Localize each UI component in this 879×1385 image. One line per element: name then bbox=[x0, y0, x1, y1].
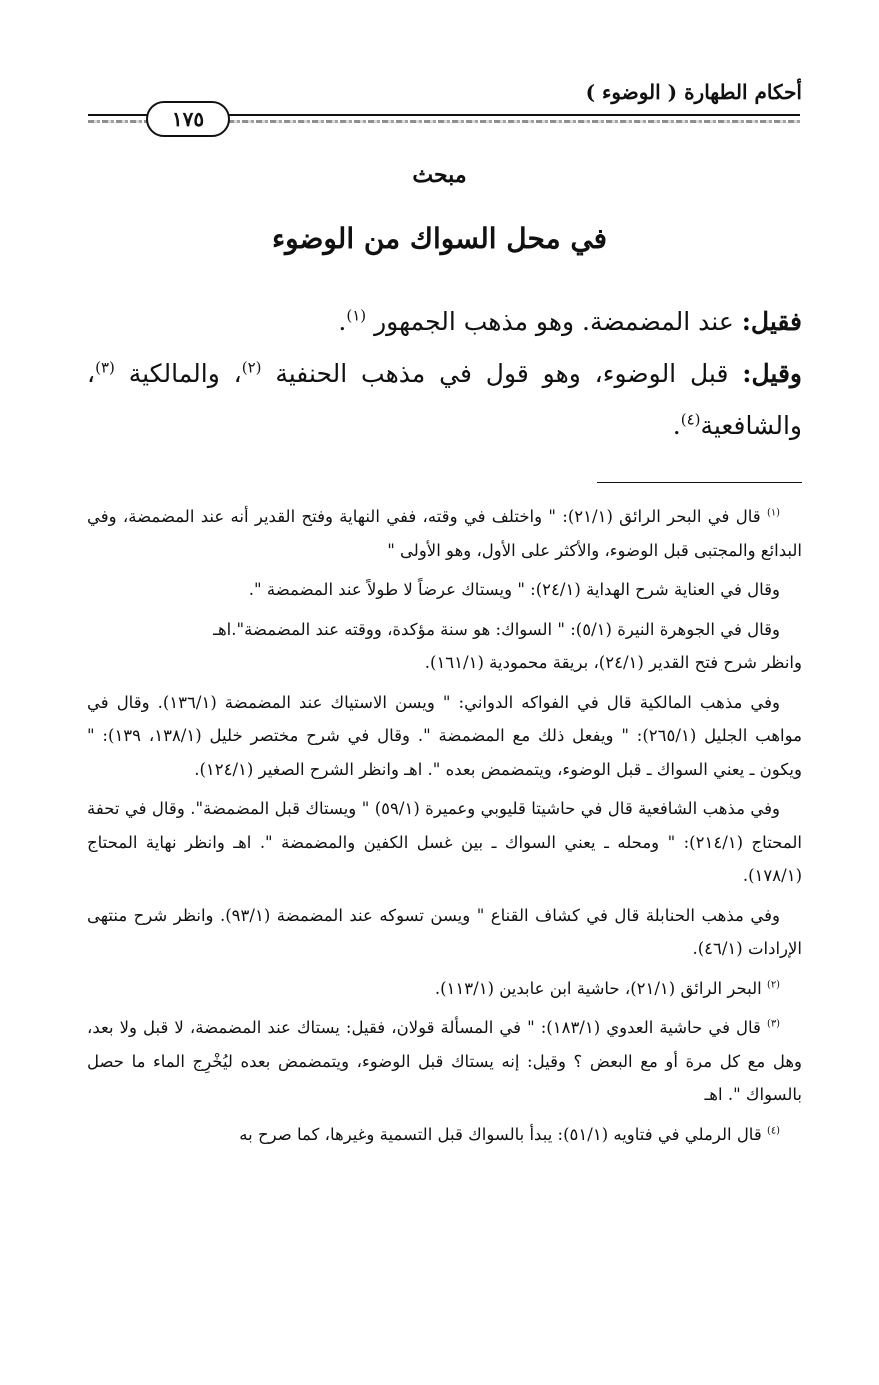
section-label: مبحث bbox=[412, 162, 467, 188]
main-text bbox=[87, 296, 802, 452]
main-paragraph bbox=[87, 348, 802, 452]
footnote-ref: (٤) bbox=[680, 410, 701, 429]
footnote-text: قال في البحر الرائق (٢١/١): " واختلف في وقته، ففي النهاية وفتح القدير أنه عند المضمضة، وفي البدائع والمجتبى قبل الوضوء، والأكثر على الأول، وهو الأولى " bbox=[87, 507, 802, 560]
running-title: أحكام الطهارة ( الوضوء ) bbox=[585, 80, 802, 104]
paragraph-text: عند المضمضة. وهو مذهب الجمهور bbox=[366, 307, 742, 336]
footnote bbox=[87, 500, 802, 567]
footnote-separator bbox=[597, 482, 802, 483]
footnote-text: وفي مذهب المالكية قال في الفواكه الدواني: " ويسن الاستياك عند المضمضة (١٣٦/١). وقال في مواهب الجليل (٢٦٥/١): " ويفعل ذلك مع المضمضة ". وقال في شرح مختصر خليل (١٣٨/١، ١٣٩): " ويكون ـ يعني السواك ـ قبل الوضوء، ويتمضمض بعده ". اهـ وانظر الشرح الصغير (١٢٤/١). bbox=[87, 692, 802, 779]
footnote-number: (١) bbox=[766, 507, 780, 519]
page-number: ١٧٥ bbox=[171, 107, 205, 131]
footnote-ref: (٣) bbox=[95, 358, 115, 377]
footnote-text: وانظر شرح فتح القدير (٢٤/١)، بريقة محمودية (١٦١/١). bbox=[424, 653, 802, 672]
footnote-text: قال الرملي في فتاويه (٥١/١): يبدأ بالسواك قبل التسمية وغيرها، كما صرح به bbox=[239, 1124, 767, 1144]
page-number-frame bbox=[146, 101, 230, 137]
paragraph-lead: وقيل: bbox=[742, 359, 802, 388]
footnote bbox=[87, 573, 802, 607]
footnote-ref: (١) bbox=[346, 306, 367, 325]
footnote-text: وقال في العناية شرح الهداية (٢٤/١): " ويستاك عرضاً لا طولاً عند المضمضة ". bbox=[248, 580, 780, 599]
footnote-text: وقال في الجوهرة النيرة (٥/١): " السواك: هو سنة مؤكدة، ووقته عند المضمضة".اهـ bbox=[213, 619, 780, 639]
paragraph-lead: فقيل: bbox=[741, 307, 802, 336]
footnote bbox=[87, 646, 802, 680]
paragraph-text: ، والمالكية bbox=[114, 359, 242, 388]
footnotes bbox=[87, 500, 802, 1151]
paragraph-text: قبل الوضوء، وهو قول في مذهب الحنفية bbox=[261, 359, 743, 388]
footnote bbox=[87, 792, 802, 893]
footnote bbox=[87, 613, 802, 647]
section-title: في محل السواك من الوضوء bbox=[271, 222, 608, 255]
footnote-number: (٤) bbox=[766, 1125, 780, 1136]
footnote-number: (٣) bbox=[766, 1018, 780, 1030]
footnote bbox=[87, 1011, 802, 1112]
footnote-text: البحر الرائق (٢١/١)، حاشية ابن عابدين (١١٣/١). bbox=[434, 978, 767, 998]
paragraph-end: . bbox=[672, 411, 681, 440]
footnote-text: وفي مذهب الحنابلة قال في كشاف القناع " ويسن تسوكه عند المضمضة (٩٣/١). وانظر شرح منتهى الإرادات (٤٦/١). bbox=[87, 905, 802, 958]
footnote bbox=[87, 1118, 802, 1152]
paragraph-text: ، والشافعية bbox=[87, 359, 802, 440]
footnote-text: قال في حاشية العدوي (١٨٣/١): " في المسألة قولان، فقيل: يستاك عند المضمضة، لا قبل ولا بعد، وهل مع كل مرة أو مع البعض ؟ وقيل: إنه يستاك قبل الوضوء، ويتمضمض بعده ليُخْرِج الماء ما حصل بالسواك ". اهـ bbox=[87, 1018, 802, 1104]
footnote bbox=[87, 686, 802, 787]
footnote bbox=[87, 972, 802, 1006]
footnote-number: (٢) bbox=[766, 979, 780, 990]
footnote-text: وفي مذهب الشافعية قال في حاشيتا قليوبي وعميرة (٥٩/١) " ويستاك قبل المضمضة". وقال في تحفة المحتاج (٢١٤/١): " ومحله ـ يعني السواك ـ بين غسل الكفين والمضمضة ". اهـ وانظر نهاية المحتاج (١٧٨/١). bbox=[87, 799, 802, 885]
main-paragraph bbox=[87, 296, 802, 348]
footnote-ref: (٢) bbox=[241, 358, 262, 377]
paragraph-end: . bbox=[338, 307, 347, 336]
footnote bbox=[87, 899, 802, 966]
